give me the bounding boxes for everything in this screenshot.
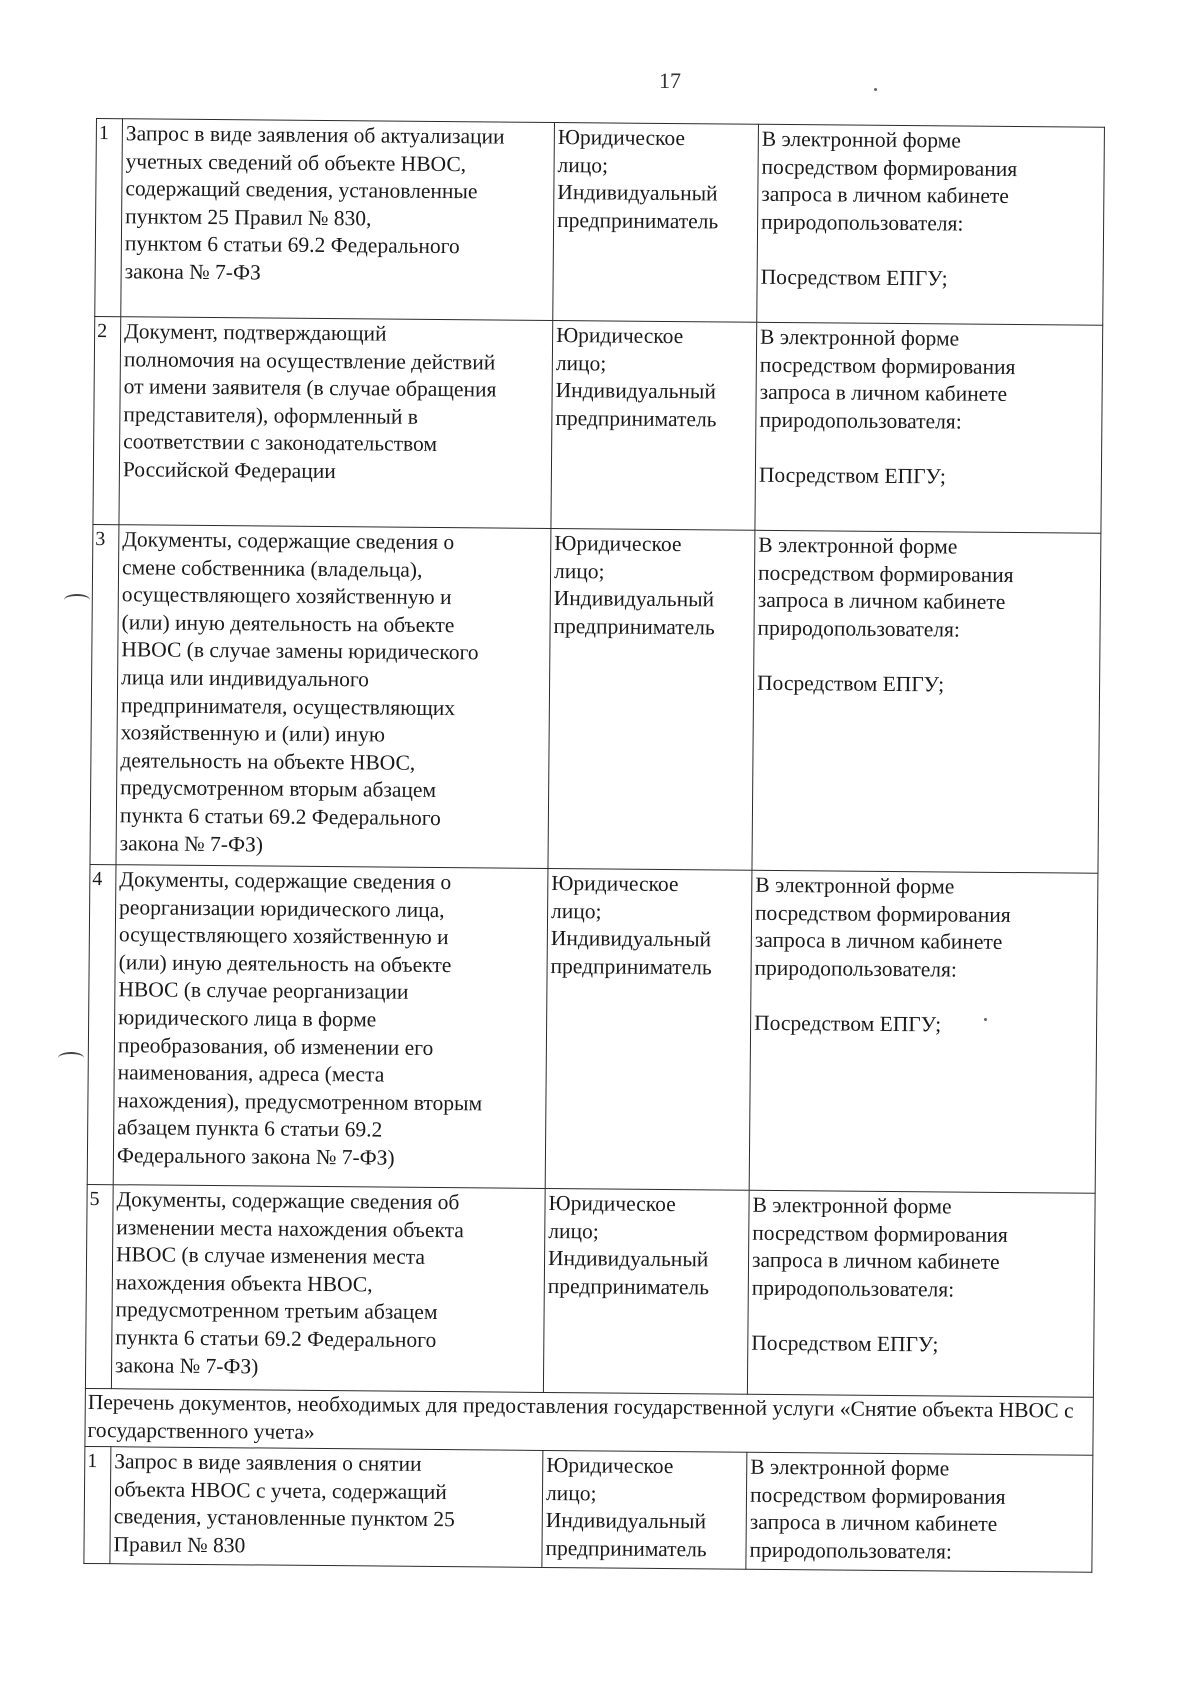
- table-row: [95, 119, 1105, 326]
- table-row: [93, 316, 1103, 533]
- document-cell: Запрос в виде заявления об актуализации учетных сведений об объекте НВОС, содержащий сведения, установленные пунктом 25 Правил № 830, пунктом 6 статьи 69.2 Федерального закона № 7-ФЗ: [121, 119, 555, 321]
- page-number: 17: [659, 68, 681, 93]
- applicant-cell: Юридическое лицо; Индивидуальный предприниматель: [551, 320, 757, 530]
- applicant-cell: Юридическое лицо; Индивидуальный предприниматель: [553, 123, 759, 323]
- table-row: [90, 524, 1101, 873]
- table-row: [85, 1184, 1095, 1397]
- row-number: 2: [93, 316, 121, 524]
- row-number: 3: [90, 524, 119, 864]
- document-cell: Документы, содержащие сведения об изменении места нахождения объекта НВОС (в случае изменения места нахождения объекта НВОС, предусмотренном третьим абзацем пункта 6 статьи 69.2 Федерального закона № 7-ФЗ): [111, 1185, 545, 1393]
- scan-speck: [874, 88, 877, 91]
- row-number: 4: [87, 864, 116, 1184]
- document-cell: Документы, содержащие сведения о реорганизации юридического лица, осуществляющего хозяйственную и (или) иную деятельность на объекте НВОС (в случае реорганизации юридического лица в форме преобразования, об изменении его наименования, адреса (места нахождения), предусмотренном вторым абзацем пункта 6 статьи 69.2 Федерального закона № 7-ФЗ): [113, 865, 548, 1189]
- method-cell: В электронной форме посредством формирования запроса в личном кабинете природопользователя: Посредством ЕПГУ;: [755, 322, 1103, 533]
- applicant-cell: Юридическое лицо; Индивидуальный предприниматель: [548, 528, 755, 870]
- method-cell: В электронной форме посредством формирования запроса в личном кабинете природопользователя: Посредством ЕПГУ;: [752, 530, 1101, 873]
- table-row: [87, 864, 1098, 1193]
- applicant-cell: Юридическое лицо; Индивидуальный предприниматель: [542, 1451, 747, 1569]
- scan-mark: [64, 594, 90, 606]
- method-cell: В электронной форме посредством формирования запроса в личном кабинете природопользователя: Посредством ЕПГУ;: [747, 1190, 1095, 1397]
- method-cell: В электронной форме посредством формирования запроса в личном кабинете природопользователя:: [746, 1452, 1093, 1571]
- table-row: [84, 1447, 1093, 1572]
- row-number: 1: [95, 119, 123, 317]
- row-number: 1: [84, 1447, 111, 1564]
- row-number: 5: [85, 1184, 113, 1388]
- scan-mark: [58, 1052, 84, 1064]
- document-cell: Запрос в виде заявления о снятии объекта НВОС с учета, содержащий сведения, установленные пунктом 25 Правил № 830: [110, 1447, 543, 1567]
- section-heading-row: [85, 1388, 1093, 1455]
- documents-table: [83, 118, 1105, 1572]
- method-cell: В электронной форме посредством формирования запроса в личном кабинете природопользователя: Посредством ЕПГУ;: [749, 870, 1098, 1193]
- applicant-cell: Юридическое лицо; Индивидуальный предприниматель: [543, 1188, 749, 1394]
- applicant-cell: Юридическое лицо; Индивидуальный предприниматель: [545, 868, 752, 1190]
- document-cell: Документ, подтверждающий полномочия на осуществление действий от имени заявителя (в случае обращения представителя), оформленный в соответствии с законодательством Российской Федерации: [119, 317, 553, 529]
- method-cell: В электронной форме посредством формирования запроса в личном кабинете природопользователя: Посредством ЕПГУ;: [757, 124, 1105, 325]
- section-heading: Перечень документов, необходимых для предоставления государственной услуги «Снятие объекта НВОС с государственного учета»: [85, 1388, 1093, 1455]
- document-cell: Документы, содержащие сведения о смене собственника (владельца), осуществляющего хозяйственную и (или) иную деятельность на объекте НВОС (в случае замены юридического лица или индивидуального предпринимателя, осуществляющих хозяйственную и (или) иную деятельность на объекте НВОС, предусмотренном вторым абзацем пункта 6 статьи 69.2 Федерального закона № 7-ФЗ): [116, 525, 551, 869]
